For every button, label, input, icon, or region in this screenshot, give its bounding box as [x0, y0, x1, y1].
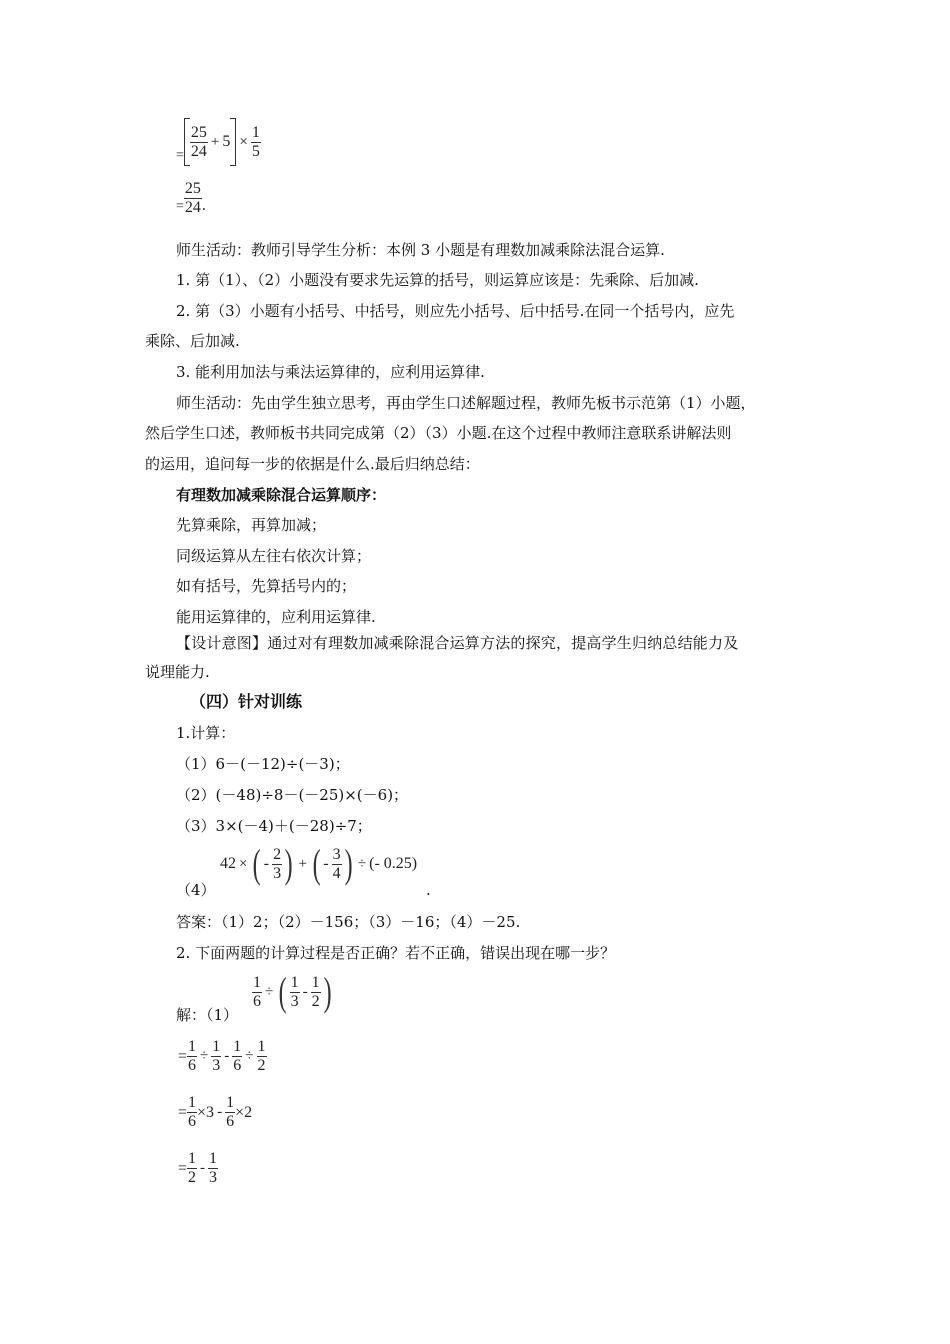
exercise-item-label: （4） — [176, 881, 216, 899]
document-page: = $\frac{25}{24}$ + 5 × $\frac{1}{5}$ = $\frac{25}{24}$ . 师生活动：教师引导学生分析：本例 3 小题是有理数加减乘除法混合运算. 1. 第（1）、（2）小题没有要求先运算的括号，则运算应该是：先乘除、后加减. 2. 第（3）小题有小括号、中括号，则应先小括号、后中括号.在同一个括号内，应先 乘除、后加减. 3. 能利用加法与乘法运算律的，应利用运算律. 师生活动：先由学生独立思考，再由学生口述解题过程，教师先板书示范第（1）小题， 然后学生口述，教师板书共同完成第（2）（3）小题.在这个过程中教师注意联系讲解法则 的运用，追问每一步的依据是什么.最后归纳总结： 有理数加减乘除混合运算顺序： 先算乘除，再算加减； 同级运算从左往右依次计算； 如有括号，先算括号内的； 能用运算律的，应利用运算律. 【设计意图】通过对有理数加减乘除混合运算方法的探究，提高学生归纳总结能力及 说理能力. （四）针对训练 1.计算： （1）6－(－12)÷(－3)； （2）(－48)÷8－(－25)×(－6)； （3）3×(－4)＋(－28)÷7； （4） 42 × ( - $\frac{2}{3}$ ) + ( - $\frac{3}{4}$ ) ÷ (- 0.25) . 答案：（1）2；（2）－156；（3）－16；（4）－25. 2. 下面两题的计算过程是否正确？若不正确，错误出现在哪一步？ 解：（1） $\frac{1}{6}$ ÷ ( $\frac{1}{3}$ - $\frac{1}{2}$ ) = $\frac{1}{6}$ ÷ $\frac{1}{3}$ - $\frac{1}{6}$ ÷ $\frac{1}{2}$ = $\frac{1}{6}$ ×3 - $\frac{1}{6}$ ×2 = $\frac{1}{2}$ - $\frac{1}{3}$ — [0, 0, 950, 1344]
design-intent: 说理能力. — [145, 663, 210, 681]
fraction: $\frac{1}{6}$ — [188, 1094, 197, 1130]
paragraph: 师生活动：先由学生独立思考，再由学生口述解题过程，教师先板书示范第（1）小题， — [176, 394, 756, 412]
solution-step-2: = $\frac{1}{6}$ ×3 - $\frac{1}{6}$ ×2 — [178, 1094, 253, 1130]
paragraph: 乘除、后加减. — [145, 332, 240, 350]
fraction: $\frac{1}{2}$ — [311, 973, 320, 1010]
fraction: $\frac{1}{6}$ — [233, 1038, 242, 1074]
fraction: $\frac{1}{2}$ — [188, 1150, 197, 1186]
paragraph: 3. 能利用加法与乘法运算律的，应利用运算律. — [176, 363, 485, 381]
solution-step-1: = $\frac{1}{6}$ ÷ $\frac{1}{3}$ - $\frac{1}{6}$ ÷ $\frac{1}{2}$ — [178, 1038, 266, 1074]
section-heading: （四）针对训练 — [190, 692, 303, 711]
solution-label: 解：（1） — [176, 1006, 239, 1024]
fraction: $\frac{1}{2}$ — [257, 1038, 266, 1074]
fraction: $\frac{25}{24}$ — [190, 123, 207, 160]
paragraph: 1. 第（1）、（2）小题没有要求先运算的括号，则运算应该是：先乘除、后加减. — [176, 271, 699, 289]
fraction: $\frac{1}{6}$ — [188, 1038, 197, 1074]
paragraph: 的运用，追问每一步的依据是什么.最后归纳总结： — [145, 455, 480, 473]
paragraph: 然后学生口述，教师板书共同完成第（2）（3）小题.在这个过程中教师注意联系讲解法则 — [145, 424, 732, 442]
fraction: $\frac{1}{3}$ — [209, 1150, 218, 1186]
exercise-item: （2）(－48)÷8－(－25)×(－6)； — [176, 786, 409, 804]
formula-step-1: = $\frac{25}{24}$ + 5 × $\frac{1}{5}$ — [176, 118, 261, 166]
exercise-item: （3）3×(－4)＋(－28)÷7； — [176, 817, 372, 835]
fraction: $\frac{1}{3}$ — [290, 973, 299, 1010]
fraction: $\frac{1}{5}$ — [251, 123, 260, 160]
rule-item: 同级运算从左往右依次计算； — [176, 547, 372, 565]
rule-item: 能用运算律的，应利用运算律. — [176, 608, 376, 626]
rule-heading: 有理数加减乘除混合运算顺序： — [176, 486, 387, 504]
exercise-item: （1）6－(－12)÷(－3)； — [176, 755, 350, 773]
fraction: $\frac{1}{6}$ — [226, 1094, 235, 1130]
exercise-title: 1.计算： — [176, 724, 236, 742]
rule-item: 先算乘除，再算加减； — [176, 516, 327, 534]
formula-step-2: = $\frac{25}{24}$ . — [176, 180, 206, 216]
exercise-4-formula: 42 × ( - $\frac{2}{3}$ ) + ( - $\frac{3}{4}$ ) ÷ (- 0.25) — [220, 841, 418, 886]
fraction: $\frac{1}{6}$ — [253, 973, 261, 1010]
fraction: $\frac{1}{3}$ — [212, 1038, 221, 1074]
solution-step-3: = $\frac{1}{2}$ - $\frac{1}{3}$ — [178, 1150, 218, 1186]
fraction: $\frac{2}{3}$ — [273, 845, 282, 882]
design-intent: 【设计意图】通过对有理数加减乘除混合运算方法的探究，提高学生归纳总结能力及 — [176, 634, 739, 652]
rule-item: 如有括号，先算括号内的； — [176, 577, 357, 595]
paragraph: 师生活动：教师引导学生分析：本例 3 小题是有理数加减乘除法混合运算. — [176, 241, 665, 259]
paragraph: 2. 第（3）小题有小括号、中括号，则应先小括号、后中括号.在同一个括号内，应先 — [176, 302, 735, 320]
problem-formula: $\frac{1}{6}$ ÷ ( $\frac{1}{3}$ - $\frac{1}{2}$ ) — [253, 969, 332, 1014]
fraction: $\frac{25}{24}$ — [184, 180, 201, 216]
fraction: $\frac{3}{4}$ — [332, 845, 341, 882]
answer-line: 答案：（1）2；（2）－156；（3）－16；（4）－25. — [176, 913, 521, 931]
exercise-title: 2. 下面两题的计算过程是否正确？若不正确，错误出现在哪一步？ — [176, 944, 616, 962]
